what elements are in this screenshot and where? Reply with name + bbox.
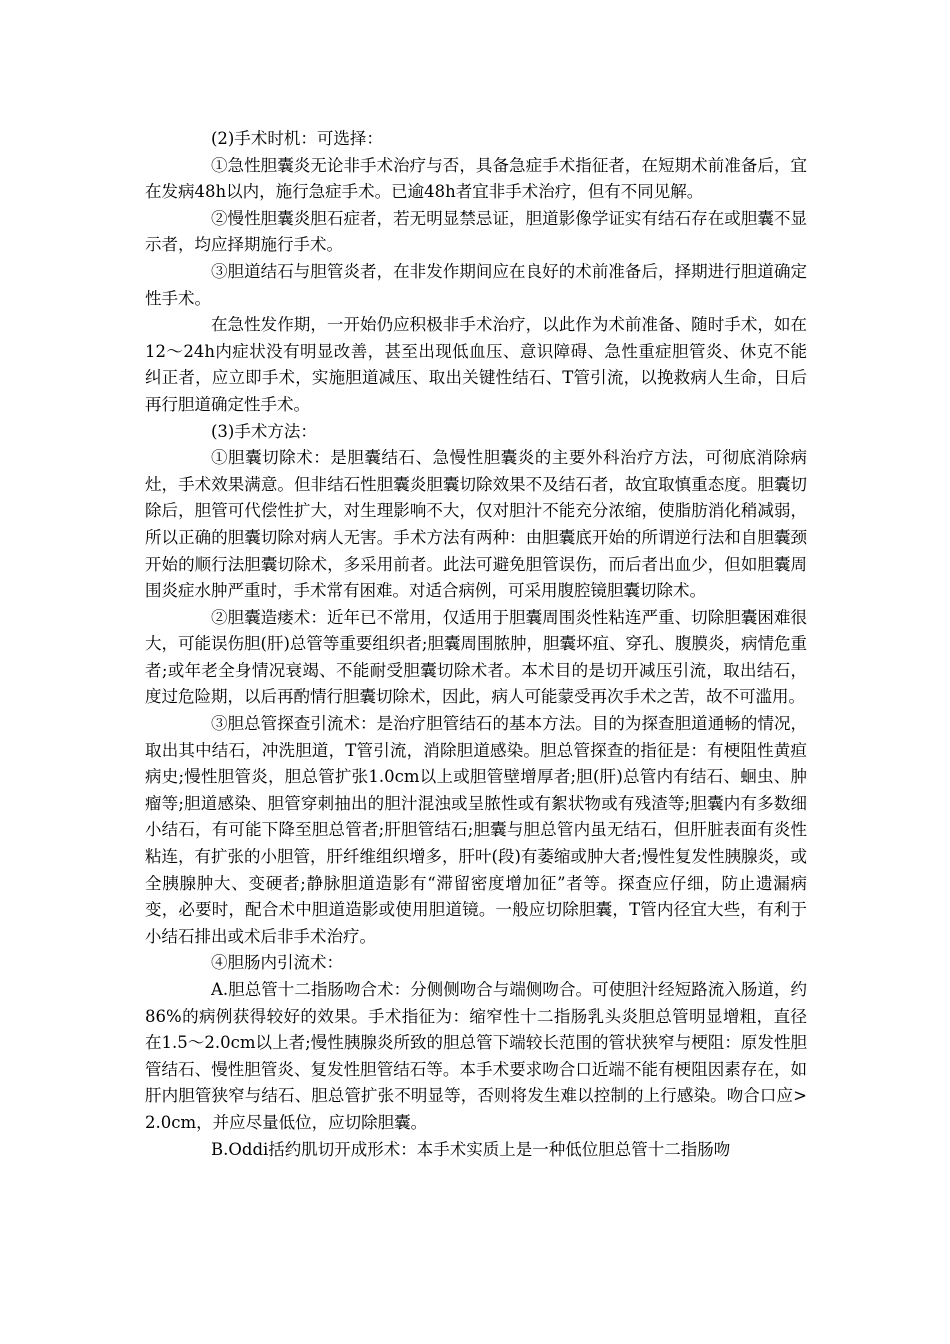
paragraph-cholecystostomy: ②胆囊造瘘术：近年已不常用，仅适用于胆囊周围炎性粘连严重、切除胆囊困难很大，可能误伤胆(肝)总管等重要组织者;胆囊周围脓肿，胆囊坏疽、穿孔、腹膜炎，病情危重者;或年老全身情况衰竭、不能耐受胆囊切除术者。本术目的是切开减压引流，取出结石，度过危险期，以后再酌情行胆囊切除术，因此，病人可能蒙受再次手术之苦，故不可滥用。 <box>145 607 807 707</box>
paragraph-cholecystectomy: ①胆囊切除术：是胆囊结石、急慢性胆囊炎的主要外科治疗方法，可彻底消除病灶，手术效果满意。但非结石性胆囊炎胆囊切除效果不及结石者，故宜取慎重态度。胆囊切除后，胆管可代偿性扩大，对生理影响不大，仅对胆汁不能充分浓缩，使脂肪消化稍减弱，所以正确的胆囊切除对病人无害。手术方法有两种：由胆囊底开始的所谓逆行法和自胆囊颈开始的顺行法胆囊切除术，多采用前者。此法可避免胆管误伤，而后者出血少，但如胆囊周围炎症水肿严重时，手术常有困难。对适合病例，可采用腹腔镜胆囊切除术。 <box>145 448 807 601</box>
paragraph-choledochoduodenostomy: A.胆总管十二指肠吻合术：分侧侧吻合与端侧吻合。可使胆汁经短路流入肠道，约86%的病例获得较好的效果。手术指征为：缩窄性十二指肠乳头炎胆总管明显增粗，直径在1.5～2.0cm以上者;慢性胰腺炎所致的胆总管下端较长范围的管状狭窄与梗阻：原发性胆管结石、慢性胆管炎、复发性胆管结石等。本手术要求吻合口近端不能有梗阻因素存在，如肝内胆管狭窄与结石、胆总管扩张不明显等，否则将发生难以控制的上行感染。吻合口应>2.0cm，并应尽量低位，应切除胆囊。 <box>145 980 807 1132</box>
paragraph-surgery-timing-heading: (2)手术时机：可选择： <box>211 129 383 148</box>
paragraph-chronic-cholecystitis: ②慢性胆囊炎胆石症者，若无明显禁忌证，胆道影像学证实有结石存在或胆囊不显示者，均应择期施行手术。 <box>145 208 807 255</box>
paragraph-acute-cholecystitis: ①急性胆囊炎无论非手术治疗与否，具备急症手术指征者，在短期术前准备后，宜在发病48h以内，施行急症手术。已逾48h者宜非手术治疗，但有不同见解。 <box>145 155 807 202</box>
document-body <box>145 126 807 1163</box>
paragraph-acute-episode: 在急性发作期，一开始仍应积极非手术治疗，以此作为术前准备、随时手术，如在12～24h内症状没有明显改善，甚至出现低血压、意识障碍、急性重症胆管炎、休克不能纠正者，应立即手术，实施胆道减压、取出关键性结石、T管引流，以挽救病人生命，日后再行胆道确定性手术。 <box>145 315 807 414</box>
paragraph-bile-duct-stones: ③胆道结石与胆管炎者，在非发作期间应在良好的术前准备后，择期进行胆道确定性手术。 <box>145 261 807 308</box>
paragraph-surgery-methods-heading: (3)手术方法： <box>211 421 317 441</box>
paragraph-common-bile-duct-exploration: ③胆总管探查引流术：是治疗胆管结石的基本方法。目的为探查胆道通畅的情况，取出其中结石，冲洗胆道，T管引流，消除胆道感染。胆总管探查的指征是：有梗阻性黄疸病史;慢性胆管炎，胆总管扩张1.0cm以上或胆管壁增厚者;胆(肝)总管内有结石、蛔虫、肿瘤等;胆道感染、胆管穿刺抽出的胆汁混浊或呈脓性或有絮状物或有残渣等;胆囊内有多数细小结石，有可能下降至胆总管者;肝胆管结石;胆囊与胆总管内虽无结石，但肝脏表面有炎性粘连，有扩张的小胆管，肝纤维组织增多，肝叶(段)有萎缩或肿大者;慢性复发性胰腺炎，或全胰腺肿大、变硬者;静脉胆道造影有“滞留密度增加征”者等。探查应仔细，防止遗漏病变，必要时，配合术中胆道造影或使用胆道镜。一般应切除胆囊，T管内径宜大些，有利于小结石排出或术后非手术治疗。 <box>145 714 807 946</box>
paragraph-biliary-enteric-drainage-heading: ④胆肠内引流术： <box>211 953 343 973</box>
paragraph-oddi-sphincteroplasty: B.Oddi括约肌切开成形术：本手术实质上是一种低位胆总管十二指肠吻 <box>211 1139 731 1159</box>
